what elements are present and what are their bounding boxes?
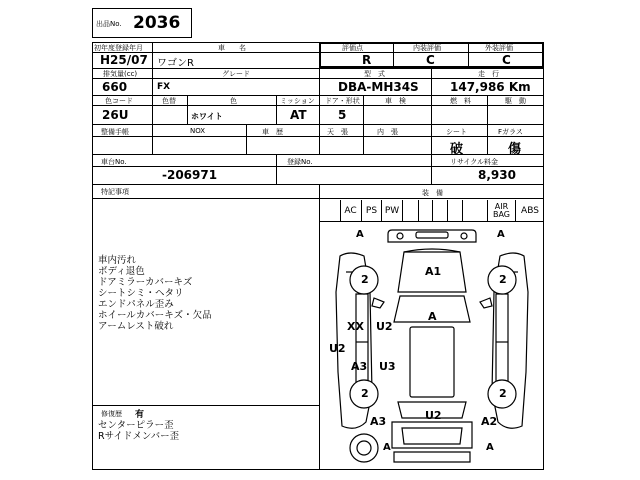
note-item: シートシミ・ヘタリ bbox=[98, 288, 184, 299]
chassis-label: 車台No. bbox=[101, 158, 127, 166]
displacement-label: 排気量(cc) bbox=[103, 70, 138, 78]
equip-pw: PW bbox=[382, 200, 403, 221]
equip-airbag-text: AIR BAG bbox=[492, 201, 511, 219]
glass-value: 傷 bbox=[508, 142, 522, 157]
interior-label: 内装評価 bbox=[413, 44, 441, 52]
exterior-value: C bbox=[502, 53, 511, 67]
code-hood: A bbox=[428, 310, 437, 323]
code-right-fender: 2 bbox=[499, 273, 507, 286]
roof-label: 天 張 bbox=[327, 128, 348, 136]
repair-item: センターピラー歪 bbox=[98, 420, 174, 431]
transmission-value: AT bbox=[290, 108, 307, 122]
note-item: ドアミラーカバーキズ bbox=[98, 277, 193, 288]
code-front-right: A bbox=[497, 229, 505, 240]
code-rear-left-bottom: A bbox=[383, 442, 391, 453]
nox-label: NOX bbox=[190, 127, 206, 135]
code-left-rear-door-u: U3 bbox=[379, 360, 396, 373]
equip-empty-5 bbox=[463, 200, 488, 221]
doors-label: ドア・形状 bbox=[325, 97, 360, 105]
score-value: R bbox=[362, 53, 372, 67]
model-label: 型 式 bbox=[364, 70, 385, 78]
car-name-value: ワゴンR bbox=[157, 58, 194, 69]
fuel-label: 燃 料 bbox=[450, 97, 471, 105]
equip-empty-3 bbox=[433, 200, 448, 221]
color-code-label: 色コード bbox=[105, 97, 133, 105]
code-left-sill: U2 bbox=[329, 342, 346, 355]
equip-ps: PS bbox=[362, 200, 382, 221]
notes-list bbox=[98, 255, 313, 332]
glass-label: Fガラス bbox=[498, 128, 523, 136]
repair-list bbox=[98, 420, 313, 442]
equip-empty-4 bbox=[448, 200, 463, 221]
inspection-label: 車 検 bbox=[385, 97, 406, 105]
note-item: ホイールカバーキズ・欠品 bbox=[98, 310, 212, 321]
code-left-fender: 2 bbox=[361, 273, 369, 286]
code-rear-left: A3 bbox=[370, 415, 387, 428]
car-diagram bbox=[320, 222, 544, 470]
repair-item: Rサイドメンバー歪 bbox=[98, 431, 180, 442]
score-label: 評価点 bbox=[342, 44, 363, 52]
note-item: ボディ退色 bbox=[98, 266, 145, 277]
grade-value: FX bbox=[157, 82, 171, 92]
code-left-front-door: U2 bbox=[376, 320, 393, 333]
note-item: アームレスト破れ bbox=[98, 321, 174, 332]
lot-number: 2036 bbox=[133, 13, 181, 33]
notes-label: 特記事項 bbox=[101, 188, 129, 196]
interior-value: C bbox=[426, 53, 435, 67]
model-value: DBA-MH34S bbox=[338, 80, 419, 94]
code-left-rear-wheel: 2 bbox=[361, 387, 369, 400]
lot-box bbox=[92, 8, 192, 38]
equip-empty-1 bbox=[403, 200, 419, 221]
wheel-marks bbox=[350, 266, 516, 408]
displacement-value: 660 bbox=[102, 80, 128, 94]
equip-abs: ABS bbox=[521, 205, 539, 216]
recycle-value: 8,930 bbox=[478, 168, 516, 182]
history-label: 車 歴 bbox=[262, 128, 283, 136]
equipment-label: 装 備 bbox=[422, 189, 443, 197]
color-label: 色 bbox=[230, 97, 237, 105]
mileage-value: 147,986 Km bbox=[450, 80, 531, 94]
reg-date-value: H25/07 bbox=[100, 53, 148, 67]
note-item: エンドパネル歪み bbox=[98, 299, 174, 310]
code-front-bumper: A1 bbox=[425, 265, 442, 278]
seat-value: 破 bbox=[450, 142, 464, 157]
doors-value: 5 bbox=[338, 108, 347, 122]
code-trunk: U2 bbox=[425, 409, 442, 422]
seat-label: シート bbox=[446, 128, 467, 136]
exterior-label: 外装評価 bbox=[485, 44, 513, 52]
equip-empty-2 bbox=[419, 200, 433, 221]
color-value: ホワイト bbox=[191, 112, 223, 121]
color-code-value: 26U bbox=[102, 108, 129, 122]
chassis-value: -206971 bbox=[162, 168, 218, 182]
code-front-left: A bbox=[356, 229, 364, 240]
code-left-rear-door-a: A3 bbox=[351, 360, 368, 373]
maintenance-label: 整備手帳 bbox=[101, 128, 129, 136]
color-change-label: 色替 bbox=[162, 97, 176, 105]
equip-ac: AC bbox=[340, 200, 362, 221]
grade-label: グレード bbox=[222, 70, 250, 78]
note-item: 車内汚れ bbox=[98, 255, 137, 266]
car-name-label: 車 名 bbox=[218, 44, 246, 52]
repair-label: 修復歴 bbox=[101, 410, 122, 418]
reg-no-label: 登録No. bbox=[287, 158, 313, 166]
transmission-label: ミッション bbox=[280, 97, 315, 105]
lot-label: 出品No. bbox=[96, 20, 122, 28]
repair-value: 有 bbox=[135, 410, 145, 420]
drive-label: 駆 動 bbox=[505, 97, 526, 105]
mileage-label: 走 行 bbox=[478, 70, 499, 78]
inner-label: 内 張 bbox=[377, 128, 398, 136]
equip-airbag bbox=[488, 200, 516, 221]
recycle-label: リサイクル料金 bbox=[450, 158, 499, 166]
code-left-front-door-xx: XX bbox=[347, 320, 364, 333]
reg-date-label: 初年度登録年月 bbox=[94, 44, 143, 52]
code-rear-right: A2 bbox=[481, 415, 498, 428]
code-rear-right-bottom: A bbox=[486, 442, 494, 453]
code-right-rear-wheel: 2 bbox=[499, 387, 507, 400]
